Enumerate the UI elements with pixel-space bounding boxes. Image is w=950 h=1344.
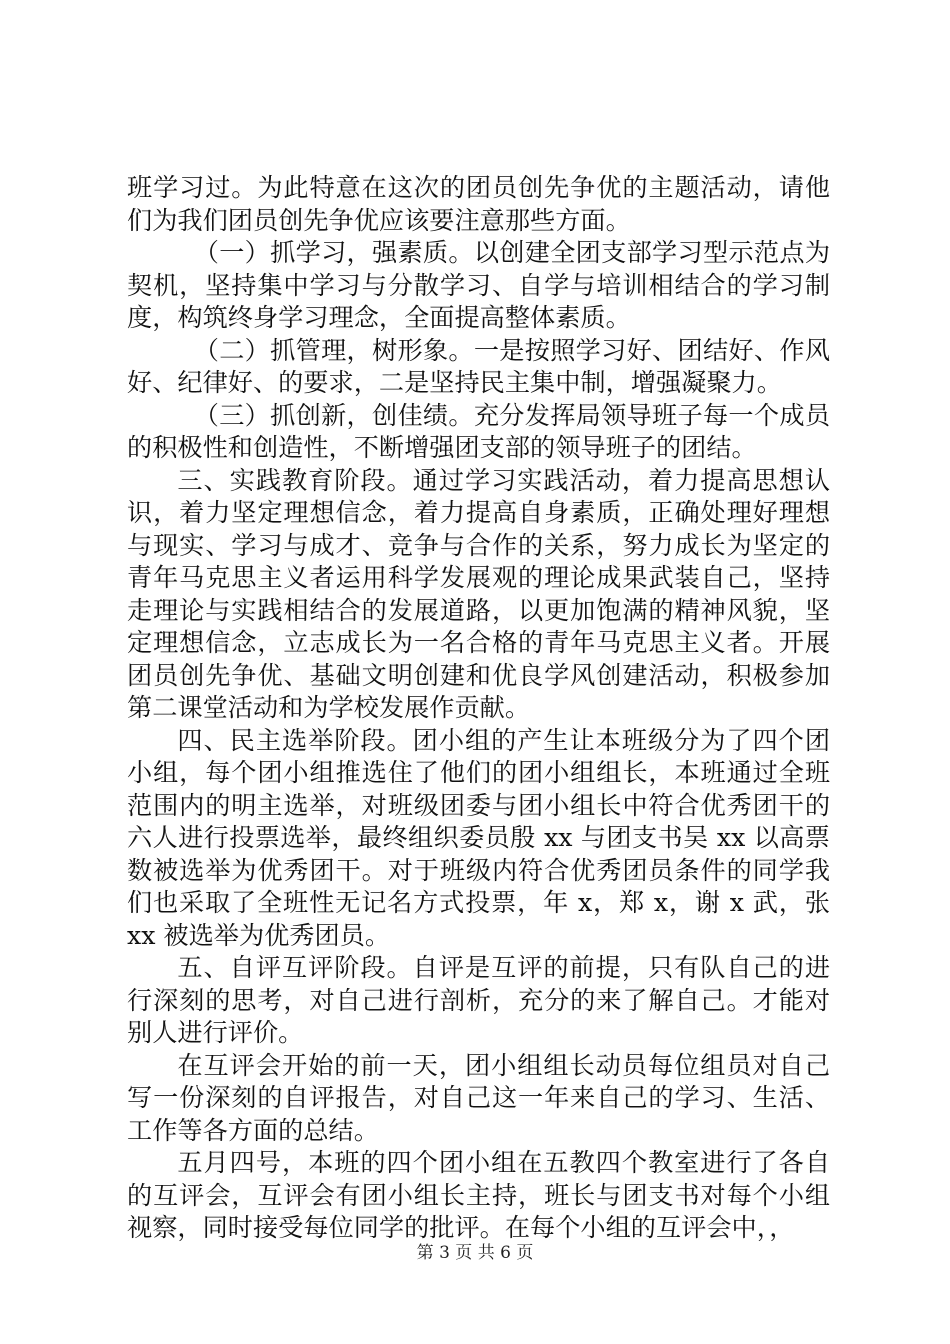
paragraph: 在互评会开始的前一天，团小组组长动员每位组员对自己写一份深刻的自评报告，对自己这一年来自己的学习、生活、工作等各方面的总结。	[127, 1050, 830, 1145]
paragraph: 班学习过。为此特意在这次的团员创先争优的主题活动，请他们为我们团员创先争优应该要注意那些方面。	[127, 173, 830, 235]
paragraph: 五、自评互评阶段。自评是互评的前提，只有队自己的进行深刻的思考，对自己进行剖析，充分的来了解自己。才能对别人进行评价。	[127, 953, 830, 1047]
paragraph: （一）抓学习，强素质。以创建全团支部学习型示范点为契机，坚持集中学习与分散学习、自学与培训相结合的学习制度，构筑终身学习理念，全面提高整体素质。	[127, 238, 830, 332]
paragraph: （二）抓管理，树形象。一是按照学习好、团结好、作风好、纪律好、的要求，二是坚持民主集中制，增强凝聚力。	[127, 335, 830, 397]
body-text	[127, 172, 830, 1245]
page-number-footer: 第 3 页 共 6 页	[416, 1243, 534, 1263]
paragraph: 五月四号，本班的四个团小组在五教四个教室进行了各自的互评会，互评会有团小组长主持，班长与团支书对每个小组视察，同时接受每位同学的批评。在每个小组的互评会中，，	[127, 1148, 830, 1242]
paragraph: 四、民主选举阶段。团小组的产生让本班级分为了四个团小组，每个团小组推选住了他们的团小组组长，本班通过全班范围内的明主选举，对班级团委与团小组长中符合优秀团干的六人进行投票选举，最终组织委员殷 xx 与团支书吴 xx 以高票数被选举为优秀团干。对于班级内符合优秀团员条件的同学我们也采取了全班性无记名方式投票，年 x，郑 x，谢 x 武，张 xx 被选举为优秀团员。	[127, 725, 830, 950]
paragraph: 三、实践教育阶段。通过学习实践活动，着力提高思想认识，着力坚定理想信念，着力提高自身素质，正确处理好理想与现实、学习与成才、竞争与合作的关系，努力成长为坚定的青年马克思主义者运用科学发展观的理论成果武装自己，坚持走理论与实践相结合的发展道路，以更加饱满的精神风貌，坚定理想信念，立志成长为一名合格的青年马克思主义者。开展团员创先争优、基础文明创建和优良学风创建活动，积极参加第二课堂活动和为学校发展作贡献。	[127, 465, 830, 722]
paragraph: （三）抓创新，创佳绩。充分发挥局领导班子每一个成员的积极性和创造性，不断增强团支部的领导班子的团结。	[127, 400, 830, 462]
